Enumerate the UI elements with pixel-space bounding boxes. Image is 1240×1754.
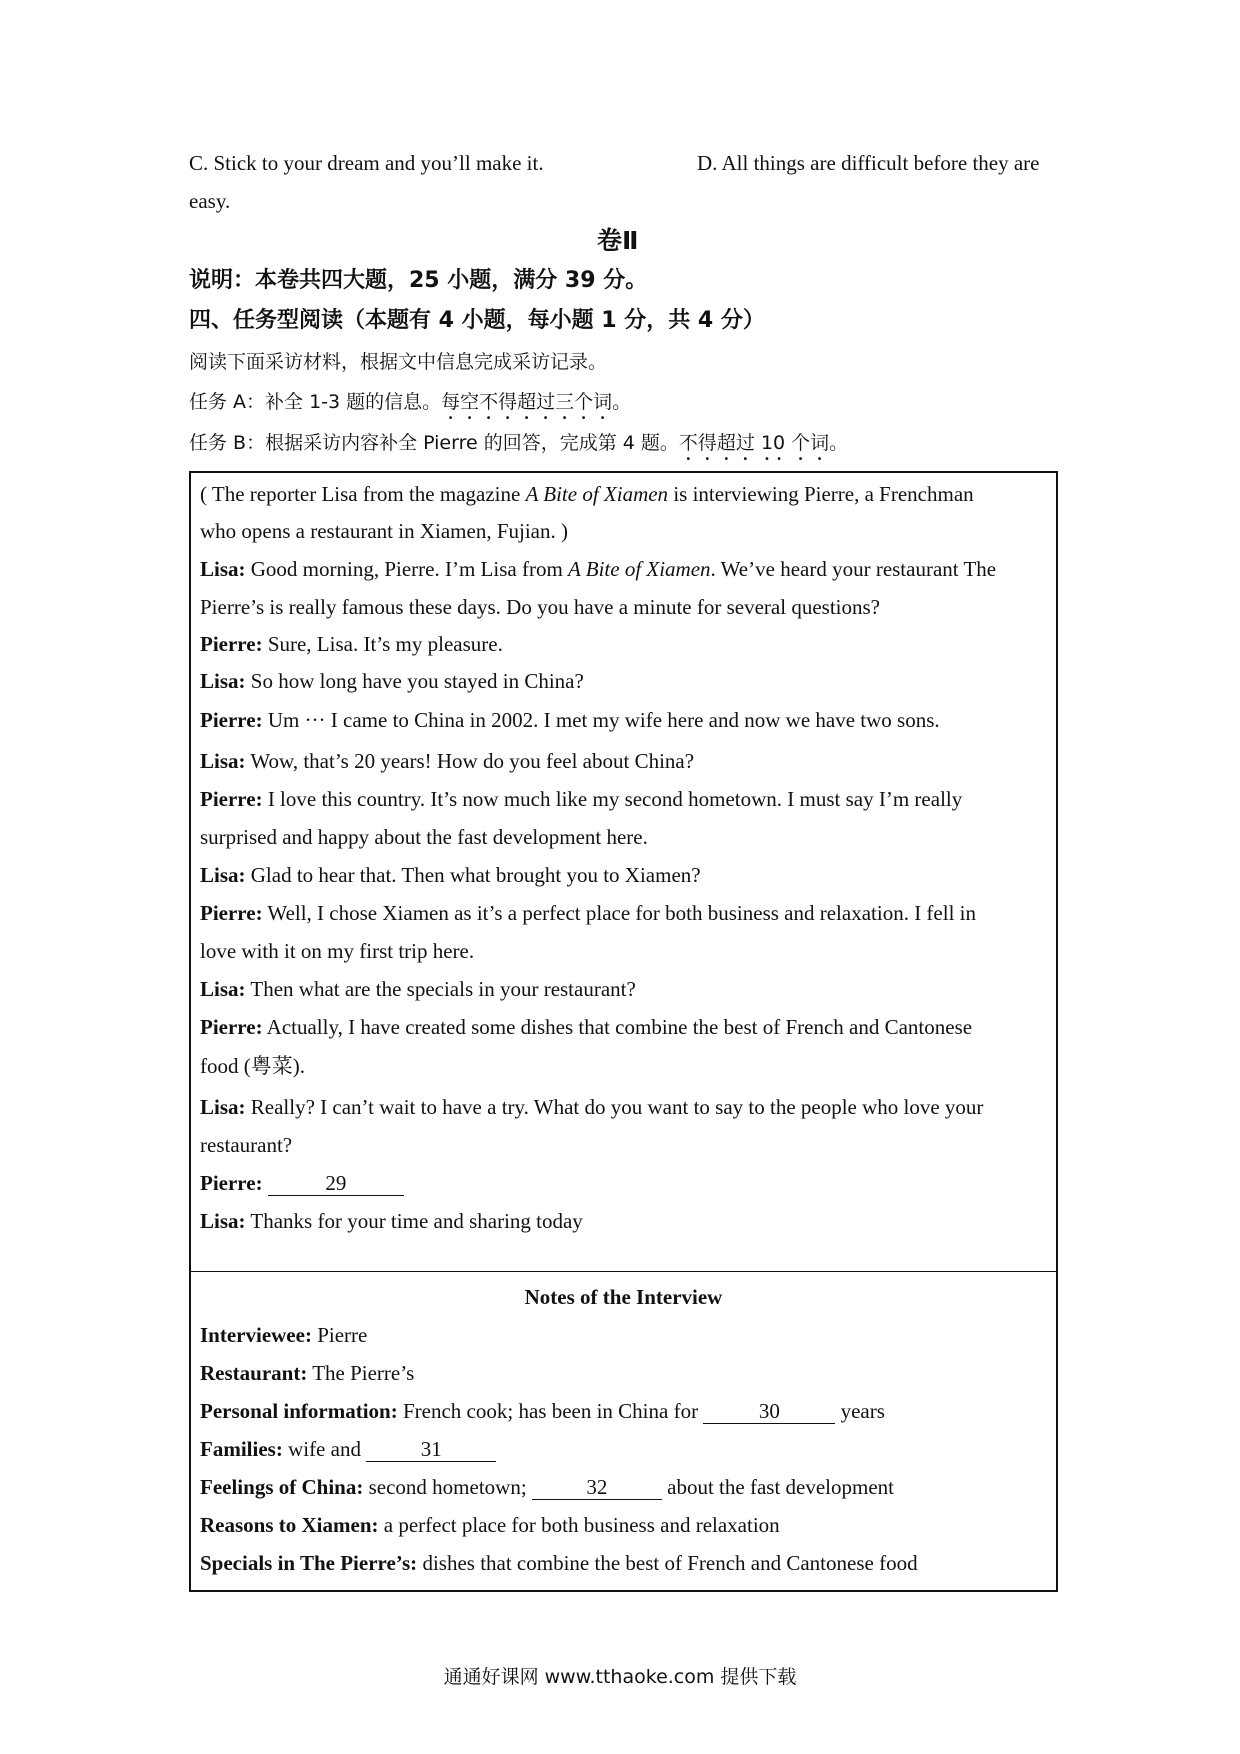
instruction: 阅读下面采访材料，根据文中信息完成采访记录。	[189, 351, 608, 373]
speaker-lisa: Lisa:	[200, 1209, 246, 1233]
task-b-suffix: 。	[829, 432, 849, 454]
notes-interviewee	[200, 1322, 367, 1348]
lisa-line6	[200, 1094, 983, 1120]
task-a-suffix: 。	[612, 391, 632, 413]
speaker-lisa: Lisa:	[200, 749, 246, 773]
notes-label: Restaurant:	[200, 1361, 308, 1385]
task-b-prefix: 任务 B：根据采访内容补全 Pierre 的回答，完成第 4 题。	[189, 432, 679, 454]
dialogue-text: Wow, that’s 20 years! How do you feel about China?	[245, 749, 695, 773]
pierre-line4-cont: love with it on my first trip here.	[200, 939, 475, 963]
answer-blank-30[interactable]: 30	[703, 1399, 835, 1424]
speaker-lisa: Lisa:	[200, 669, 246, 693]
speaker-pierre: Pierre:	[200, 632, 263, 656]
dialogue-text: Thanks for your time and sharing today	[245, 1209, 583, 1233]
speaker-lisa: Lisa:	[200, 1095, 246, 1119]
notes-specials	[200, 1550, 918, 1576]
speaker-lisa: Lisa:	[200, 977, 246, 1001]
part4-heading: 四、任务型阅读（本题有 4 小题，每小题 1 分，共 4 分）	[189, 308, 765, 333]
intro-line2: who opens a restaurant in Xiamen, Fujian. )	[200, 519, 568, 543]
notes-title: Notes of the Interview	[524, 1285, 723, 1309]
lisa-line4	[200, 862, 701, 888]
lisa-line5	[200, 976, 636, 1002]
option-d-line1: D. All things are difficult before they are	[697, 151, 1040, 175]
notes-value: Pierre	[311, 1323, 368, 1347]
dialogue-text: Um ··· I came to China in 2002. I met my wife here and now we have two sons.	[262, 708, 940, 732]
pierre-line4	[200, 900, 976, 926]
answer-blank-31[interactable]: 31	[366, 1437, 496, 1462]
notes-label: Personal information:	[200, 1399, 398, 1423]
speaker-pierre: Pierre:	[200, 787, 263, 811]
option-d-line2: easy.	[189, 189, 231, 213]
notes-value: The Pierre’s	[307, 1361, 415, 1385]
pierre-line5	[200, 1014, 972, 1040]
speaker-pierre: Pierre:	[200, 901, 263, 925]
dialogue-text: Really? I can’t wait to have a try. What do you want to say to the people who love your	[245, 1095, 984, 1119]
notes-label: Feelings of China:	[200, 1475, 364, 1499]
intro-line1	[200, 481, 974, 507]
notes-families	[200, 1436, 496, 1462]
notes-restaurant	[200, 1360, 414, 1386]
lisa-line1	[200, 556, 996, 582]
magazine-name: A Bite of Xiamen	[525, 482, 669, 506]
dialogue-text: Sure, Lisa. It’s my pleasure.	[262, 632, 503, 656]
box-divider	[189, 1271, 1058, 1272]
notes-value: a perfect place for both business and relaxation	[378, 1513, 780, 1537]
dialogue-text: . We’ve heard your restaurant The	[710, 557, 997, 581]
pierre-line5-cont: food (粤菜).	[200, 1054, 305, 1078]
option-c: C. Stick to your dream and you’ll make it.	[189, 151, 544, 175]
speaker-pierre: Pierre:	[200, 1015, 263, 1039]
notes-reasons	[200, 1512, 780, 1538]
dialogue-text: Then what are the specials in your restaurant?	[245, 977, 636, 1001]
lisa-line6-cont: restaurant?	[200, 1133, 293, 1157]
lisa-line3	[200, 748, 694, 774]
dialogue-text: So how long have you stayed in China?	[245, 669, 584, 693]
lisa-line2	[200, 668, 584, 694]
footer-watermark: 通通好课网 www.tthaoke.com 提供下载	[443, 1666, 797, 1688]
notes-value: years	[835, 1399, 885, 1423]
speaker-pierre: Pierre:	[200, 708, 263, 732]
notes-label: Families:	[200, 1437, 283, 1461]
notes-personal	[200, 1398, 885, 1424]
magazine-name: A Bite of Xiamen	[568, 557, 711, 581]
notes-value: about the fast development	[661, 1475, 895, 1499]
intro-text: ( The reporter Lisa from the magazine	[200, 482, 526, 506]
dialogue-text: Actually, I have created some dishes that combine the best of French and Cantonese	[262, 1015, 973, 1039]
notes-value: dishes that combine the best of French and Cantonese food	[417, 1551, 918, 1575]
notes-value: French cook; has been in China for	[397, 1399, 704, 1423]
notes-feelings	[200, 1474, 894, 1500]
lisa-line1-cont: Pierre’s is really famous these days. Do you have a minute for several questions?	[200, 595, 880, 619]
dialogue-text: Well, I chose Xiamen as it’s a perfect place for both business and relaxation. I fell in	[262, 901, 976, 925]
answer-blank-29[interactable]: 29	[268, 1171, 404, 1196]
task-a	[189, 389, 631, 424]
section-title: 卷Ⅱ	[597, 226, 639, 255]
section-note: 说明：本卷共四大题，25 小题，满分 39 分。	[189, 268, 648, 293]
pierre-line3-cont: surprised and happy about the fast development here.	[200, 825, 648, 849]
pierre-line3	[200, 786, 962, 812]
notes-label: Specials in The Pierre’s:	[200, 1551, 418, 1575]
speaker-pierre: Pierre:	[200, 1171, 263, 1195]
dialogue-text: Good morning, Pierre. I’m Lisa from	[245, 557, 569, 581]
task-a-emphasis: 每空不得超过三个词	[441, 391, 613, 413]
task-b	[189, 430, 848, 465]
pierre-line6	[200, 1170, 404, 1196]
answer-blank-32[interactable]: 32	[532, 1475, 662, 1500]
dialogue-text: I love this country. It’s now much like my second hometown. I must say I’m really	[262, 787, 963, 811]
intro-text: is interviewing Pierre, a Frenchman	[668, 482, 974, 506]
notes-label: Reasons to Xiamen:	[200, 1513, 379, 1537]
notes-value: wife and	[282, 1437, 367, 1461]
task-b-emphasis: 不得超过 10 个词	[678, 432, 830, 454]
speaker-lisa: Lisa:	[200, 863, 246, 887]
dialogue-text: Glad to hear that. Then what brought you to Xiamen?	[245, 863, 701, 887]
lisa-line7	[200, 1208, 583, 1234]
speaker-lisa: Lisa:	[200, 557, 246, 581]
pierre-line1	[200, 631, 503, 657]
notes-value: second hometown;	[363, 1475, 532, 1499]
pierre-line2	[200, 707, 940, 733]
task-a-prefix: 任务 A：补全 1-3 题的信息。	[189, 391, 442, 413]
notes-label: Interviewee:	[200, 1323, 312, 1347]
